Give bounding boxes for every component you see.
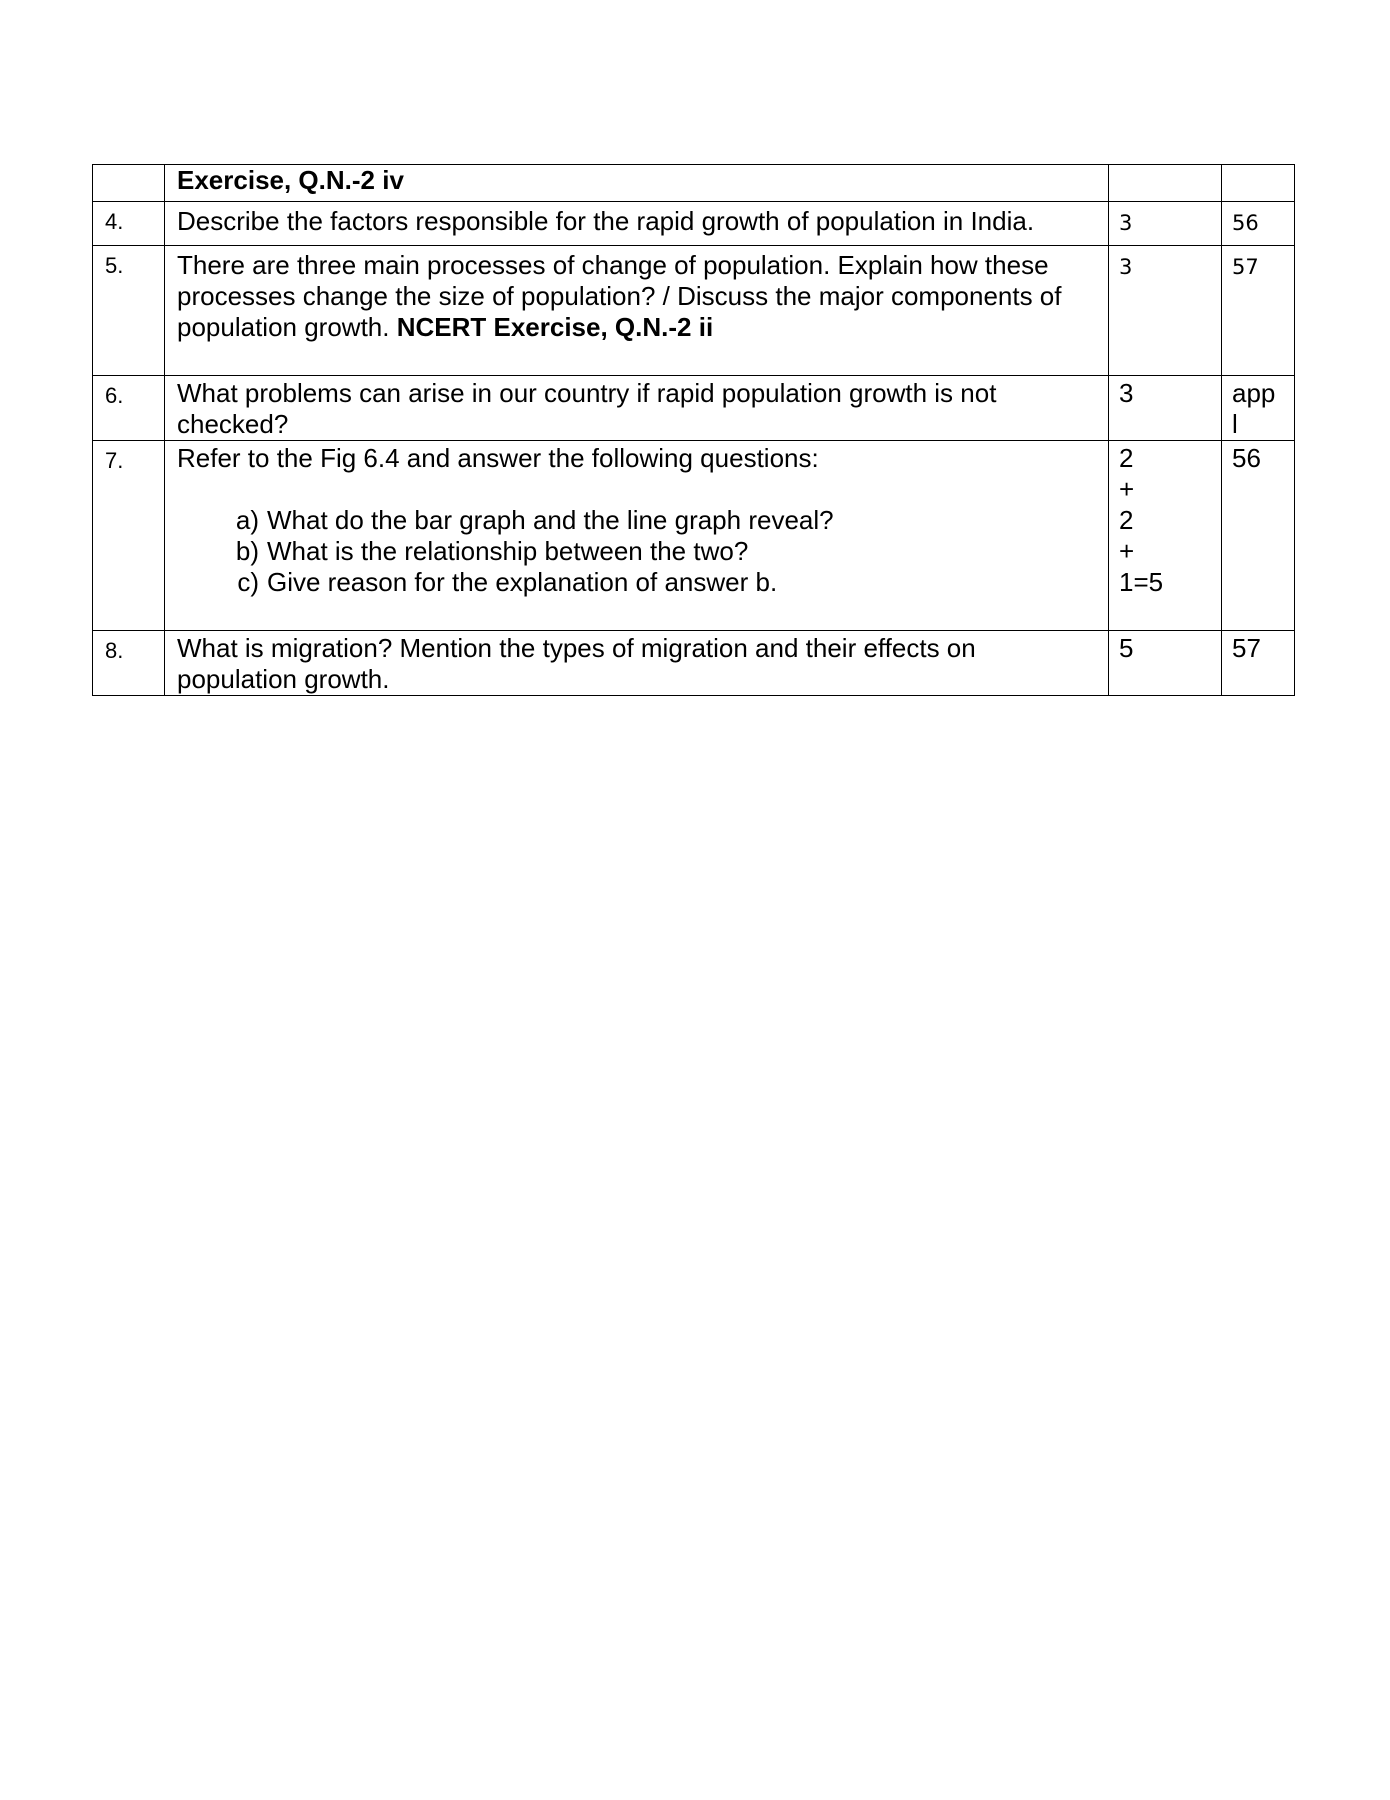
- page-ref: 57: [1222, 246, 1295, 376]
- questions-table: [92, 164, 1295, 696]
- question-number: 7.: [93, 441, 165, 631]
- sub-question: [177, 536, 1098, 567]
- page-ref: 56: [1222, 441, 1295, 631]
- marks: 3: [1109, 246, 1222, 376]
- marks: [1109, 441, 1222, 631]
- question-text: [165, 441, 1109, 631]
- page-ref: 56: [1222, 202, 1295, 246]
- marks-line: +: [1119, 536, 1135, 566]
- question-number: 4.: [93, 202, 165, 246]
- page-ref: 57: [1222, 631, 1295, 696]
- page-ref: [1222, 376, 1295, 441]
- page-ref-line: app: [1232, 378, 1276, 408]
- question-body: There are three main processes of change of population. Explain how these processes change the size of population? / Discuss the major components of population growth.: [177, 250, 1062, 342]
- question-body: Refer to the Fig 6.4 and answer the following questions:: [177, 443, 819, 473]
- marks-line: 2: [1119, 505, 1134, 535]
- sub-question-marker: b): [235, 536, 259, 566]
- marks-line: +: [1119, 474, 1135, 504]
- marks: 3: [1109, 376, 1222, 441]
- marks: 5: [1109, 631, 1222, 696]
- question-text: [165, 165, 1109, 202]
- sub-question-marker: a): [235, 505, 259, 535]
- question-number: 8.: [93, 631, 165, 696]
- marks-line: 2: [1119, 443, 1134, 473]
- reference-bold: NCERT Exercise, Q.N.-2 ii: [396, 312, 714, 342]
- sub-question-text: What do the bar graph and the line graph reveal?: [267, 505, 834, 535]
- marks: [1109, 165, 1222, 202]
- sub-question-marker: c): [237, 567, 259, 597]
- table-row: [93, 376, 1295, 441]
- marks-line: 1=5: [1119, 567, 1164, 597]
- sub-question-text: What is the relationship between the two?: [267, 536, 749, 566]
- table-row: [93, 441, 1295, 631]
- sub-question-list: [177, 505, 1098, 598]
- question-text: [165, 246, 1109, 376]
- marks: 3: [1109, 202, 1222, 246]
- sub-question: [177, 505, 1098, 536]
- table-row: [93, 631, 1295, 696]
- table-row: [93, 246, 1295, 376]
- question-text: Describe the factors responsible for the rapid growth of population in India.: [165, 202, 1109, 246]
- question-number: [93, 165, 165, 202]
- sub-question: [177, 567, 1098, 598]
- question-text: What problems can arise in our country if rapid population growth is not checked?: [165, 376, 1109, 441]
- table-row: [93, 202, 1295, 246]
- sub-question-text: Give reason for the explanation of answer b.: [267, 567, 778, 597]
- page-ref-line: l: [1232, 409, 1238, 439]
- question-text: What is migration? Mention the types of migration and their effects on population growth.: [165, 631, 1109, 696]
- question-number: 5.: [93, 246, 165, 376]
- table-row: [93, 165, 1295, 202]
- page-ref: [1222, 165, 1295, 202]
- question-number: 6.: [93, 376, 165, 441]
- reference-bold: Exercise, Q.N.-2 iv: [177, 165, 404, 195]
